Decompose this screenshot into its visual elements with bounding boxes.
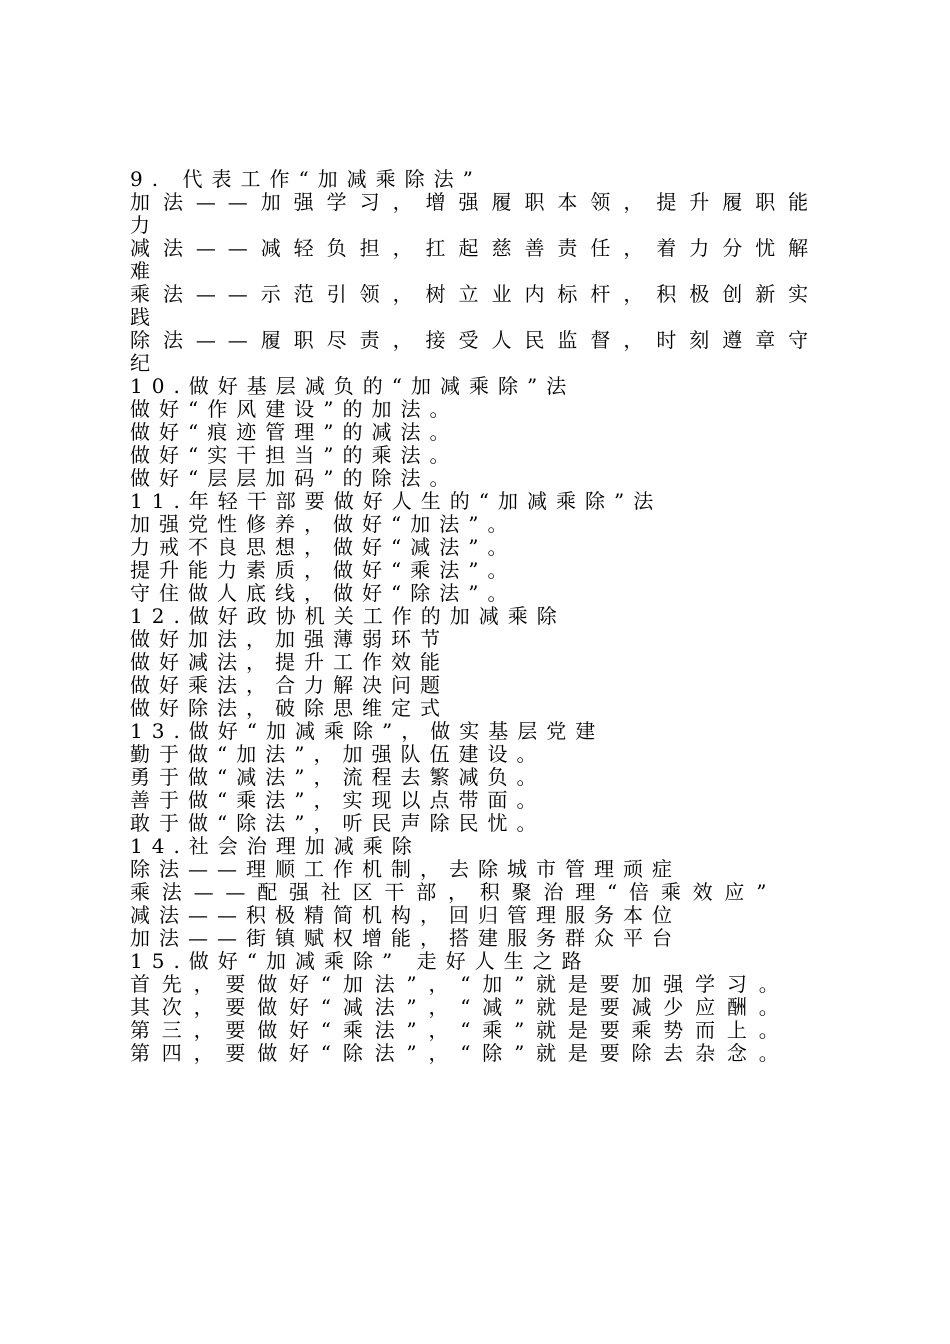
- section-11-line-1: 加强党性修养，做好“加法”。: [130, 512, 517, 536]
- section-13-line-1: 勤于做“加法”，加强队伍建设。: [130, 742, 546, 766]
- section-10-line-2: 做好“痕迹管理”的减法。: [130, 420, 459, 444]
- section-13-line-4: 敢于做“除法”，听民声除民忧。: [130, 811, 546, 835]
- section-10-line-3: 做好“实干担当”的乘法。: [130, 443, 459, 467]
- section-9-line-2: 减法——减轻负担，扛起慈善责任，着力分忧解难: [130, 236, 820, 283]
- section-12-line-2: 做好减法，提升工作效能: [130, 650, 449, 674]
- section-11-line-3: 提升能力素质，做好“乘法”。: [130, 558, 517, 582]
- section-15-line-2: 其次，要做好“减法”，“减”就是要减少应酬。: [130, 995, 791, 1019]
- section-14-line-4: 加法——街镇赋权增能，搭建服务群众平台: [130, 926, 681, 950]
- section-9-line-4: 除法——履职尽责，接受人民监督，时刻遵章守纪: [130, 328, 820, 375]
- section-15-heading: 15.做好“加减乘除” 走好人生之路: [130, 949, 591, 973]
- section-12-line-3: 做好乘法，合力解决问题: [130, 673, 449, 697]
- section-15-line-3: 第三，要做好“乘法”，“乘”就是要乘势而上。: [130, 1018, 791, 1042]
- document-page: [130, 168, 820, 1065]
- section-11-line-4: 守住做人底线，做好“除法”。: [130, 581, 517, 605]
- section-12-line-4: 做好除法，破除思维定式: [130, 696, 449, 720]
- section-15-line-4: 第四，要做好“除法”，“除”就是要除去杂念。: [130, 1041, 791, 1065]
- section-9-line-3: 乘法——示范引领，树立业内标杆，积极创新实践: [130, 282, 820, 329]
- section-10-heading: 10.做好基层减负的“加减乘除”法: [130, 374, 576, 398]
- section-14-line-3: 减法——积极精简机构，回归管理服务本位: [130, 903, 681, 927]
- section-15-line-1: 首先，要做好“加法”，“加”就是要加强学习。: [130, 972, 791, 996]
- section-14-line-2: 乘法——配强社区干部，积聚治理“倍乘效应”: [130, 880, 779, 904]
- section-13-heading: 13.做好“加减乘除”，做实基层党建: [130, 719, 605, 743]
- section-13-line-2: 勇于做“减法”，流程去繁减负。: [130, 765, 546, 789]
- section-10-line-4: 做好“层层加码”的除法。: [130, 466, 459, 490]
- section-10-line-1: 做好“作风建设”的加法。: [130, 397, 459, 421]
- section-9-line-1: 加法——加强学习，增强履职本领，提升履职能力: [130, 190, 820, 237]
- section-9-heading: 9. 代表工作“加减乘除法”: [130, 167, 482, 191]
- section-13-line-3: 善于做“乘法”，实现以点带面。: [130, 788, 546, 812]
- section-14-heading: 14.社会治理加减乘除: [130, 834, 421, 858]
- section-11-heading: 11.年轻干部要做好人生的“加减乘除”法: [130, 489, 663, 513]
- section-11-line-2: 力戒不良思想，做好“减法”。: [130, 535, 517, 559]
- section-14-line-1: 除法——理顺工作机制，去除城市管理顽症: [130, 857, 681, 881]
- section-12-line-1: 做好加法，加强薄弱环节: [130, 627, 449, 651]
- section-12-heading: 12.做好政协机关工作的加减乘除: [130, 604, 566, 628]
